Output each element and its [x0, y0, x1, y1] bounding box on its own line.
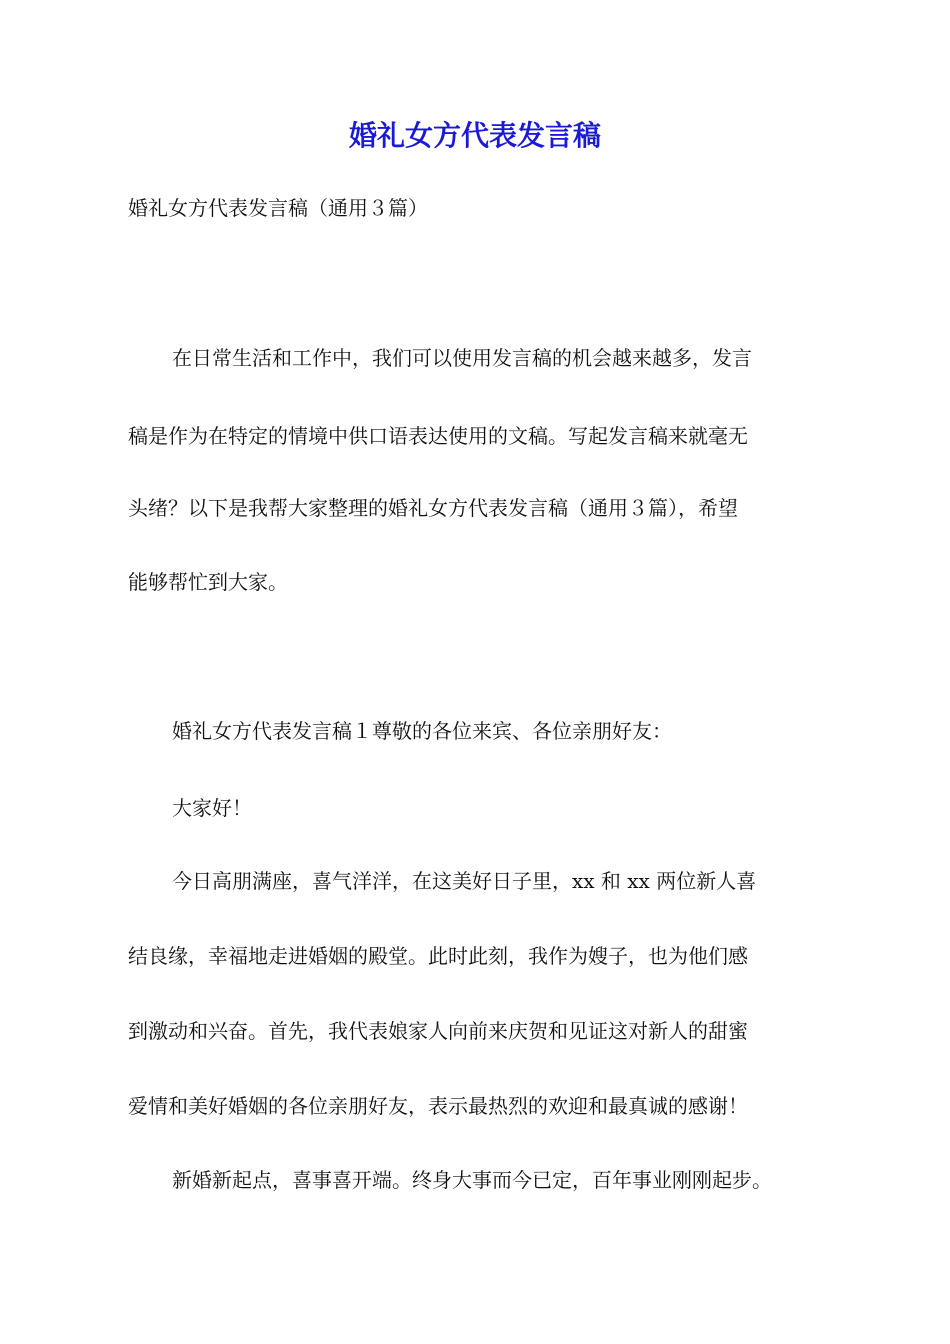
document-title: 婚礼女方代表发言稿 — [348, 119, 601, 152]
paragraph-line: 结良缘，幸福地走进婚姻的殿堂。此时此刻，我作为嫂子，也为他们感 — [128, 944, 748, 968]
speech-heading: 婚礼女方代表发言稿１尊敬的各位来宾、各位亲朋好友： — [172, 719, 672, 743]
intro-line: 能够帮忙到大家。 — [128, 570, 288, 594]
intro-line: 头绪？以下是我帮大家整理的婚礼女方代表发言稿（通用３篇），希望 — [128, 496, 738, 520]
intro-line: 稿是作为在特定的情境中供口语表达使用的文稿。写起发言稿来就毫无 — [128, 424, 748, 448]
greeting: 大家好！ — [172, 796, 252, 820]
document-subtitle: 婚礼女方代表发言稿（通用３篇） — [128, 196, 428, 220]
paragraph-line: 到激动和兴奋。首先，我代表娘家人向前来庆贺和见证这对新人的甜蜜 — [128, 1019, 748, 1043]
paragraph-line: 今日高朋满座，喜气洋洋，在这美好日子里，xx 和 xx 两位新人喜 — [172, 869, 757, 893]
paragraph-line: 爱情和美好婚姻的各位亲朋好友，表示最热烈的欢迎和最真诚的感谢！ — [128, 1094, 748, 1118]
paragraph-line: 新婚新起点，喜事喜开端。终身大事而今已定，百年事业刚刚起步。 — [172, 1168, 772, 1192]
intro-line: 在日常生活和工作中，我们可以使用发言稿的机会越来越多，发言 — [172, 346, 752, 370]
